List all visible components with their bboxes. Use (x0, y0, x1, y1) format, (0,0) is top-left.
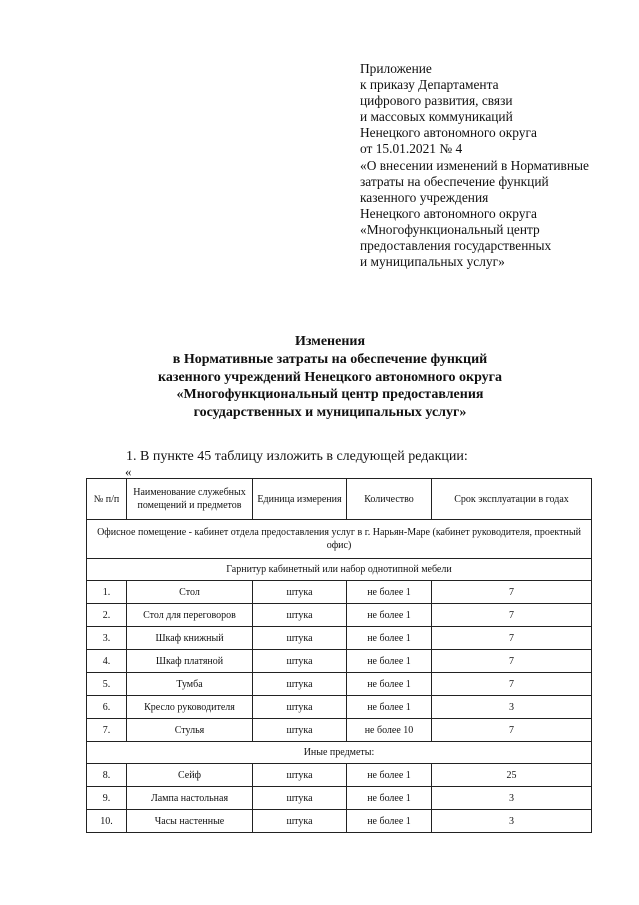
row-name: Часы настенные (127, 810, 253, 833)
table-row (87, 787, 592, 810)
instruction-text: 1. В пункте 45 таблицу изложить в следующей редакции: (126, 449, 468, 464)
row-unit: штука (253, 810, 347, 833)
row-name: Тумба (127, 673, 253, 696)
header-unit: Единица измерения (253, 479, 347, 520)
table-row (87, 696, 592, 719)
row-years: 7 (432, 627, 592, 650)
section-row (87, 520, 592, 559)
row-name: Шкаф платяной (127, 650, 253, 673)
row-num: 2. (87, 604, 127, 627)
row-unit: штука (253, 604, 347, 627)
table-row (87, 764, 592, 787)
row-num: 4. (87, 650, 127, 673)
norms-table (86, 478, 592, 833)
row-name: Стол (127, 581, 253, 604)
appendix-line: предоставления государственных (360, 238, 552, 254)
document-title (100, 333, 560, 422)
header-years: Срок эксплуатации в годах (432, 479, 592, 520)
header-name: Наименование служебных помещений и предметов (127, 479, 253, 520)
row-years: 7 (432, 581, 592, 604)
table-row (87, 581, 592, 604)
row-unit: штука (253, 719, 347, 742)
row-unit: штука (253, 581, 347, 604)
row-qty: не более 1 (347, 696, 432, 719)
row-years: 7 (432, 719, 592, 742)
row-num: 8. (87, 764, 127, 787)
row-unit: штука (253, 787, 347, 810)
row-qty: не более 10 (347, 719, 432, 742)
group-label: Иные предметы: (87, 742, 592, 764)
row-unit: штука (253, 673, 347, 696)
row-unit: штука (253, 627, 347, 650)
group-row (87, 559, 592, 581)
row-name: Сейф (127, 764, 253, 787)
appendix-line: Приложение (360, 61, 432, 76)
row-years: 3 (432, 810, 592, 833)
header-num: № п/п (87, 479, 127, 520)
table-row (87, 673, 592, 696)
row-name: Стулья (127, 719, 253, 742)
row-years: 7 (432, 650, 592, 673)
row-num: 7. (87, 719, 127, 742)
row-unit: штука (253, 650, 347, 673)
title-line: «Многофункциональный центр предоставления (176, 387, 484, 403)
row-name: Лампа настольная (127, 787, 253, 810)
row-num: 10. (87, 810, 127, 833)
row-num: 9. (87, 787, 127, 810)
row-name: Кресло руководителя (127, 696, 253, 719)
row-name: Шкаф книжный (127, 627, 253, 650)
appendix-line: цифрового развития, связи (360, 93, 513, 109)
title-line: государственных и муниципальных услуг» (193, 405, 467, 421)
row-num: 1. (87, 581, 127, 604)
row-num: 6. (87, 696, 127, 719)
row-unit: штука (253, 764, 347, 787)
table-row (87, 719, 592, 742)
title-line: казенного учреждений Ненецкого автономного округа (157, 369, 503, 385)
row-qty: не более 1 (347, 650, 432, 673)
row-qty: не более 1 (347, 764, 432, 787)
appendix-block (360, 61, 630, 270)
group-label: Гарнитур кабинетный или набор однотипной мебели (87, 559, 592, 581)
row-num: 5. (87, 673, 127, 696)
row-qty: не более 1 (347, 810, 432, 833)
table-row (87, 604, 592, 627)
row-qty: не более 1 (347, 581, 432, 604)
row-qty: не более 1 (347, 627, 432, 650)
row-unit: штука (253, 696, 347, 719)
row-qty: не более 1 (347, 673, 432, 696)
row-years: 3 (432, 696, 592, 719)
table-row (87, 627, 592, 650)
row-years: 3 (432, 787, 592, 810)
row-qty: не более 1 (347, 787, 432, 810)
appendix-line: к приказу Департамента (360, 77, 499, 93)
appendix-line: и массовых коммуникаций (360, 109, 513, 125)
group-row (87, 742, 592, 764)
section-label: Офисное помещение - кабинет отдела предоставления услуг в г. Нарьян-Маре (кабинет руководителя, проектный офис) (87, 520, 592, 559)
title-line: Изменения (294, 334, 366, 349)
row-years: 7 (432, 604, 592, 627)
appendix-line: затраты на обеспечение функций (360, 173, 549, 189)
appendix-line: и муниципальных услуг» (360, 254, 505, 270)
title-line: в Нормативные затраты на обеспечение функций (172, 351, 488, 367)
appendix-line: Ненецкого автономного округа (360, 125, 537, 141)
appendix-line: казенного учреждения (360, 189, 489, 205)
row-name: Стол для переговоров (127, 604, 253, 627)
row-years: 25 (432, 764, 592, 787)
table-header-row (87, 479, 592, 520)
opening-quote: « (125, 464, 132, 479)
header-qty: Количество (347, 479, 432, 520)
table-row (87, 650, 592, 673)
row-years: 7 (432, 673, 592, 696)
appendix-line: от 15.01.2021 № 4 (360, 141, 463, 157)
row-qty: не более 1 (347, 604, 432, 627)
appendix-line: «О внесении изменений в Нормативные (360, 157, 589, 173)
appendix-line: «Многофункциональный центр (360, 221, 540, 237)
row-num: 3. (87, 627, 127, 650)
appendix-line: Ненецкого автономного округа (360, 205, 537, 221)
table-row (87, 810, 592, 833)
